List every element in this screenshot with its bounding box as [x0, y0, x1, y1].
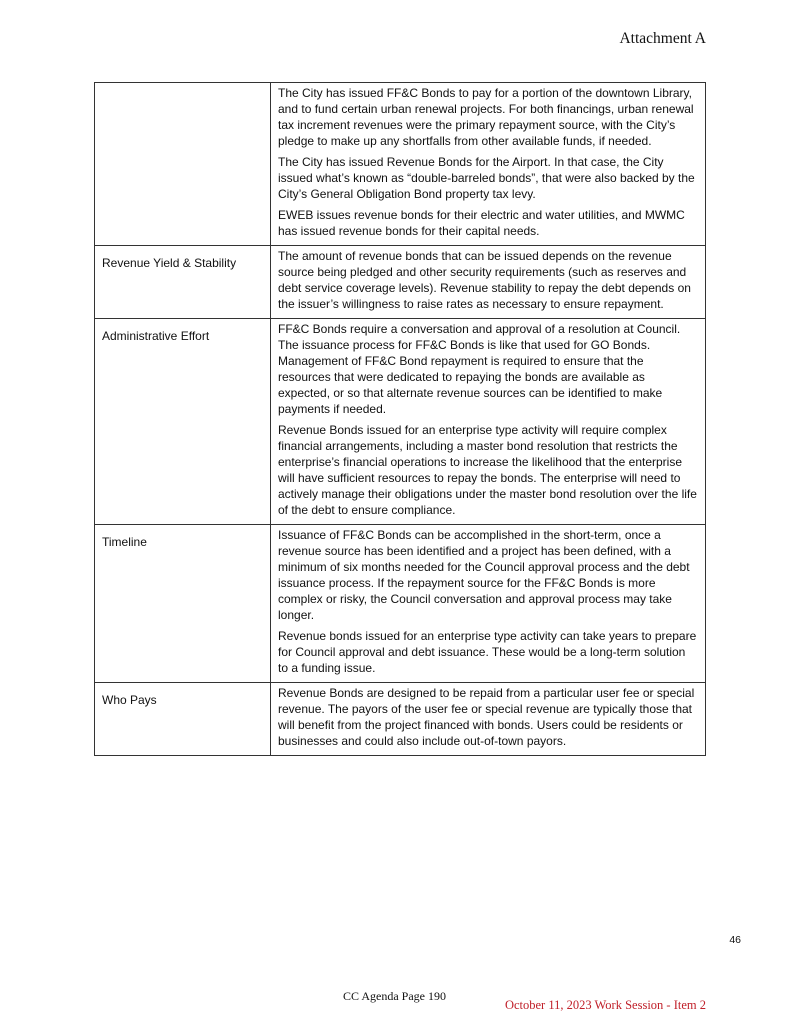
paragraph: Revenue Bonds are designed to be repaid from a particular user fee or special revenue. The payors of the user fee or special revenue are typically those that will benefit from the project financed with bonds. Users could be residents or businesses and could also include out-of-town payors.: [278, 686, 695, 748]
page-number: 46: [729, 934, 741, 946]
row-label: Who Pays: [95, 683, 271, 756]
paragraph: EWEB issues revenue bonds for their electric and water utilities, and MWMC has issued revenue bonds for their capital needs.: [278, 208, 685, 238]
table-row: [95, 319, 706, 525]
row-label: Administrative Effort: [95, 319, 271, 525]
row-content: [271, 246, 706, 319]
row-content: [271, 83, 706, 246]
row-label: Revenue Yield & Stability: [95, 246, 271, 319]
table-row: [95, 525, 706, 683]
row-label: Timeline: [95, 525, 271, 683]
table-row: [95, 683, 706, 756]
agenda-page-label: CC Agenda Page 190: [343, 989, 446, 1003]
paragraph: Issuance of FF&C Bonds can be accomplished in the short-term, once a revenue source has been identified and a project has been defined, with a minimum of six months needed for the Council approval process and the debt issuance process. If the repayment source for the FF&C Bonds is more complex or risky, the Council conversation and approval process may take longer.: [278, 528, 690, 622]
row-content: [271, 525, 706, 683]
row-label: [95, 83, 271, 246]
table-row: [95, 246, 706, 319]
paragraph: FF&C Bonds require a conversation and approval of a resolution at Council. The issuance process for FF&C Bonds is like that used for GO Bonds. Management of FF&C Bond repayment is required to ensure that the resources that were dedicated to repaying the bonds are available as expected, or so that alternate revenue sources can be identified to make payments if needed.: [278, 322, 681, 416]
row-content: [271, 683, 706, 756]
table-row: [95, 83, 706, 246]
paragraph: The amount of revenue bonds that can be issued depends on the revenue source being pledged and other security requirements (such as reserves and debt service coverage levels). Revenue stability to repay the debt depends on the issuer’s willingness to raise rates as necessary to ensure repayment.: [278, 249, 691, 311]
paragraph: The City has issued FF&C Bonds to pay for a portion of the downtown Library, and to fund certain urban renewal projects. For both financings, urban renewal tax increment revenues were the primary repayment source, with the City’s pledge to make up any shortfalls from other available funds, if needed.: [278, 86, 694, 148]
work-session-label: October 11, 2023 Work Session - Item 2: [504, 998, 706, 1012]
row-content: [271, 319, 706, 525]
paragraph: The City has issued Revenue Bonds for the Airport. In that case, the City issued what’s known as “double-barreled bonds”, that were also backed by the City’s General Obligation Bond property tax levy.: [278, 155, 695, 201]
paragraph: Revenue bonds issued for an enterprise type activity can take years to prepare for Council approval and debt issuance. These would be a long-term solution to a funding issue.: [278, 629, 697, 675]
paragraph: Revenue Bonds issued for an enterprise type activity will require complex financial arrangements, including a master bond resolution that restricts the enterprise’s financial operations to increase the likelihood that the enterprise will have sufficient resources to repay the bonds. The enterprise will need to actively manage their obligations under the master bond resolution over the life of the debt to ensure compliance.: [278, 423, 697, 517]
attachment-header: Attachment A: [619, 30, 706, 47]
bond-evaluation-table: [94, 82, 706, 756]
